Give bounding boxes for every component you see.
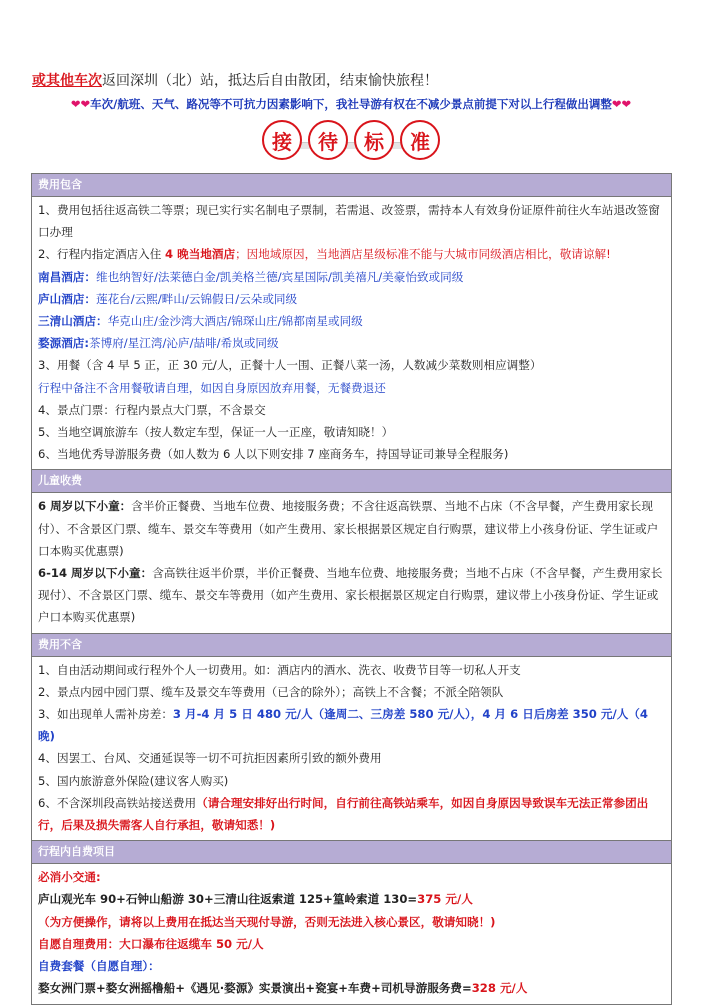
excluded-item-1: 1、自由活动期间或行程外个人一切费用。如：酒店内的酒水、洗衣、收费节目等一切私人开支 bbox=[38, 662, 521, 677]
section-header-fees-excluded: 费用不含 bbox=[32, 633, 671, 657]
section-header-fees-included: 费用包含 bbox=[32, 174, 671, 197]
closing-text: 返回深圳（北）站，抵达后自由散团，结束愉快旅程！ bbox=[102, 73, 438, 89]
standards-table bbox=[31, 173, 672, 1005]
included-item-3: 3、用餐（含 4 早 5 正，正 30 元/人，正餐十人一围、正餐八菜一汤，人数减少菜数则相应调整） bbox=[38, 358, 542, 373]
section-fees-excluded bbox=[32, 657, 671, 841]
title-char: 准 bbox=[400, 120, 440, 160]
hotel-nanchang: 南昌酒店：维也纳智好/法莱德白金/凯美格兰德/宾星国际/凯美禧凡/美豪怡致或同级 bbox=[38, 269, 464, 284]
title-char: 待 bbox=[308, 120, 348, 160]
self-pay-package-label: 自费套餐（自愿自理）： bbox=[38, 959, 160, 974]
child-6-14: 6-14 周岁以下小童：含高铁往返半价票，半价正餐费、当地车位费、地接服务费；当地不占床（不含早餐，产生费用家长现付）、不含景区门票、缆车、景交车等费用（如产生费用、家长根据景区规定自行购票，建议带上小孩身份证、学生证或户口本购买优惠票) bbox=[38, 566, 663, 625]
self-pay-package-items: 婺女洲门票+婺女洲摇橹船+《遇见·婺源》实景演出+瓷宴+车费+司机导游服务费=328 元/人 bbox=[38, 981, 528, 996]
excluded-item-4: 4、因罢工、台风、交通延误等一切不可抗拒因素所引致的额外费用 bbox=[38, 751, 382, 766]
closing-line bbox=[32, 70, 438, 90]
title-char: 标 bbox=[354, 120, 394, 160]
included-item-4: 4、景点门票：行程内景点大门票，不含景交 bbox=[38, 402, 266, 417]
mandatory-transport-items: 庐山观光车 90+石钟山船游 30+三清山往返索道 125+篁岭索道 130=375 元/人 bbox=[38, 892, 473, 907]
optional-fee: 自愿自理费用：大口瀑布往返缆车 50 元/人 bbox=[38, 936, 264, 951]
section-children bbox=[32, 493, 671, 632]
included-item-5: 5、当地空调旅游车（按人数定车型，保证一人一正座，敬请知晓！） bbox=[38, 425, 394, 440]
excluded-item-5: 5、国内旅游意外保险(建议客人购买) bbox=[38, 773, 229, 788]
notice-text: 车次/航班、天气、路况等不可抗力因素影响下，我社导游有权在不减少景点前提下对以上行程做出调整 bbox=[90, 97, 612, 111]
meal-note: 行程中备注不含用餐敬请自理，如因自身原因放弃用餐，无餐费退还 bbox=[38, 380, 386, 395]
hotel-lushan: 庐山酒店：莲花台/云熙/畔山/云锦假日/云朵或同级 bbox=[38, 291, 298, 306]
included-item-2: 2、行程内指定酒店入住 4 晚当地酒店；因地域原因，当地酒店星级标准不能与大城市同级酒店相比，敬请谅解! bbox=[38, 247, 611, 262]
included-item-1: 1、费用包括往返高铁二等票；现已实行实名制电子票制，若需退、改签票，需持本人有效身份证原件前往火车站退改签窗口办理 bbox=[38, 203, 660, 240]
excluded-item-2: 2、景点内园中园门票、缆车及景交车等费用（已含的除外）；高铁上不含餐；不派全陪领队 bbox=[38, 684, 504, 699]
excluded-item-3: 3、如出现单人需补房差：3 月-4 月 5 日 480 元/人（逢周二、三房差 580 元/人），4 月 6 日后房差 350 元/人（4 晚) bbox=[38, 707, 648, 744]
heart-icon: ❤❤ bbox=[611, 97, 632, 111]
section-fees-included bbox=[32, 197, 671, 469]
hotel-sanqingshan: 三清山酒店：华克山庄/金沙湾大酒店/锦琛山庄/锦都南星或同级 bbox=[38, 314, 363, 329]
excluded-item-6: 6、不含深圳段高铁站接送费用（请合理安排好出行时间，自行前往高铁站乘车，如因自身原因导致误车无法正常参团出行，后果及损失需客人自行承担，敬请知悉！) bbox=[38, 795, 649, 833]
mandatory-transport-label: 必消小交通: bbox=[38, 870, 101, 885]
hotel-wuyuan: 婺源酒店:茶博府/星江湾/沁庐/喆啡/希岚或同级 bbox=[38, 336, 279, 351]
reception-standard-title bbox=[0, 120, 702, 160]
section-header-self-pay: 行程内自费项目 bbox=[32, 840, 671, 864]
included-item-6: 6、当地优秀导游服务费（如人数为 6 人以下则安排 7 座商务车，持国导证司兼导全程服务) bbox=[38, 447, 509, 462]
heart-icon: ❤❤ bbox=[70, 97, 91, 111]
closing-red-prefix: 或其他车次 bbox=[32, 73, 102, 89]
section-header-children: 儿童收费 bbox=[32, 469, 671, 493]
adjustment-notice bbox=[0, 96, 702, 112]
section-self-pay bbox=[32, 864, 671, 1003]
title-char: 接 bbox=[262, 120, 302, 160]
child-under-6: 6 周岁以下小童：含半价正餐费、当地车位费、地接服务费；不含往返高铁票、当地不占床（不含早餐，产生费用家长现付）、不含景区门票、缆车、景交车等费用（如产生费用、家长根据景区规定自行购票，建议带上小孩身份证、学生证或户口本购买优惠票) bbox=[38, 499, 659, 558]
pay-guide-note: （为方便操作，请将以上费用在抵达当天现付导游，否则无法进入核心景区，敬请知晓！) bbox=[38, 914, 496, 929]
